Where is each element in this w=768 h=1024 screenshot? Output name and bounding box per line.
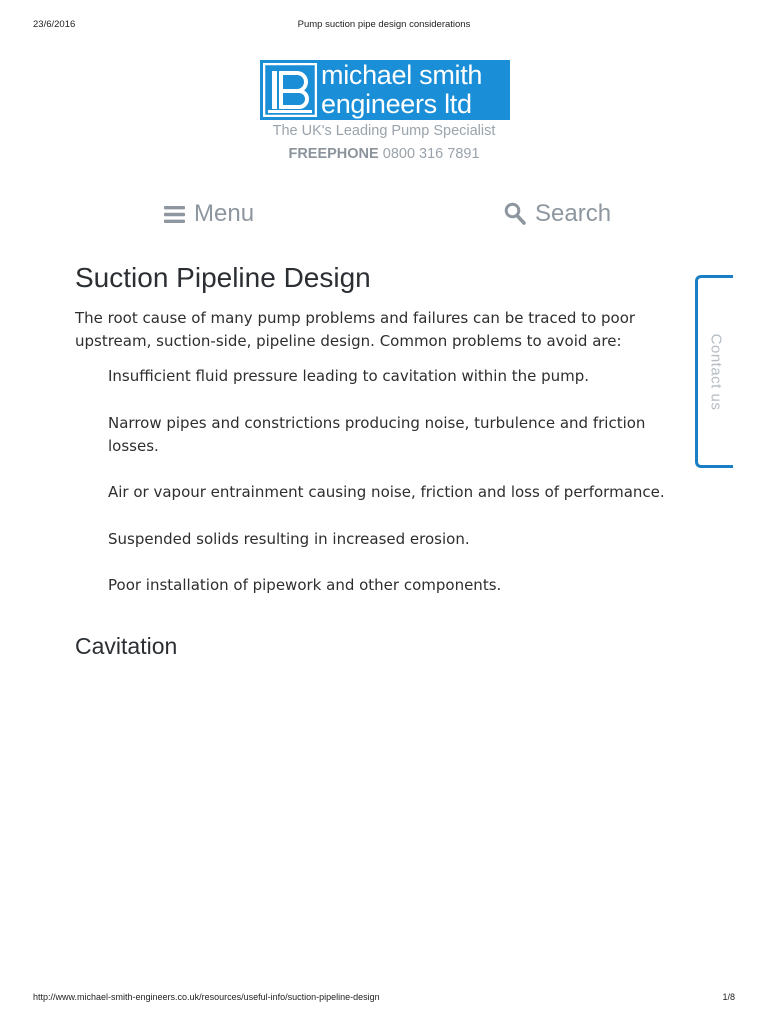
hamburger-icon — [164, 206, 185, 223]
freephone-label: FREEPHONE — [288, 146, 379, 162]
list-item: Insufficient fluid pressure leading to cavitation within the pump. — [108, 367, 590, 385]
list-item: Suspended solids resulting in increased erosion. — [108, 529, 470, 548]
contact-us-label: Contact us — [707, 333, 724, 410]
article-heading: Suction Pipeline Design — [75, 262, 371, 293]
tagline: The UK's Leading Pump Specialist — [272, 123, 496, 139]
list-item: Air or vapour entrainment causing noise, friction and loss of performance. — [108, 483, 665, 501]
page-number: 1/8 — [722, 992, 735, 1002]
section-heading-cavitation: Cavitation — [75, 633, 178, 659]
print-date: 23/6/2016 — [33, 19, 76, 30]
print-page-title: Pump suction pipe design considerations — [297, 19, 471, 30]
company-logo[interactable] — [260, 60, 510, 120]
article-intro: The root cause of many pump problems and failures can be traced to poor upstream, suction-side, pipeline design. Common problems to avoid are: — [75, 309, 636, 350]
logo-line-2: engineers ltd — [321, 89, 472, 119]
search-label: Search — [535, 200, 612, 227]
search-button[interactable] — [504, 198, 611, 230]
logo-line-1: michael smith — [321, 60, 483, 90]
print-url: http://www.michael-smith-engineers.co.uk/resources/useful-info/suction-pipeline-design — [33, 992, 380, 1002]
search-icon — [504, 202, 526, 226]
freephone-number[interactable]: 0800 316 7891 — [382, 146, 480, 162]
menu-label: Menu — [194, 200, 255, 227]
list-item: Poor installation of pipework and other components. — [108, 576, 502, 594]
logo-mark-icon — [263, 63, 317, 117]
problem-list — [75, 365, 685, 597]
list-item: Narrow pipes and constrictions producing noise, turbulence and friction losses. — [108, 413, 646, 455]
freephone-line — [0, 146, 768, 162]
print-header — [0, 19, 768, 33]
print-footer — [0, 992, 768, 1006]
logo-wordmark — [321, 60, 510, 119]
menu-button[interactable] — [164, 198, 254, 230]
article-content — [75, 262, 685, 659]
contact-us-tab[interactable] — [695, 275, 733, 468]
